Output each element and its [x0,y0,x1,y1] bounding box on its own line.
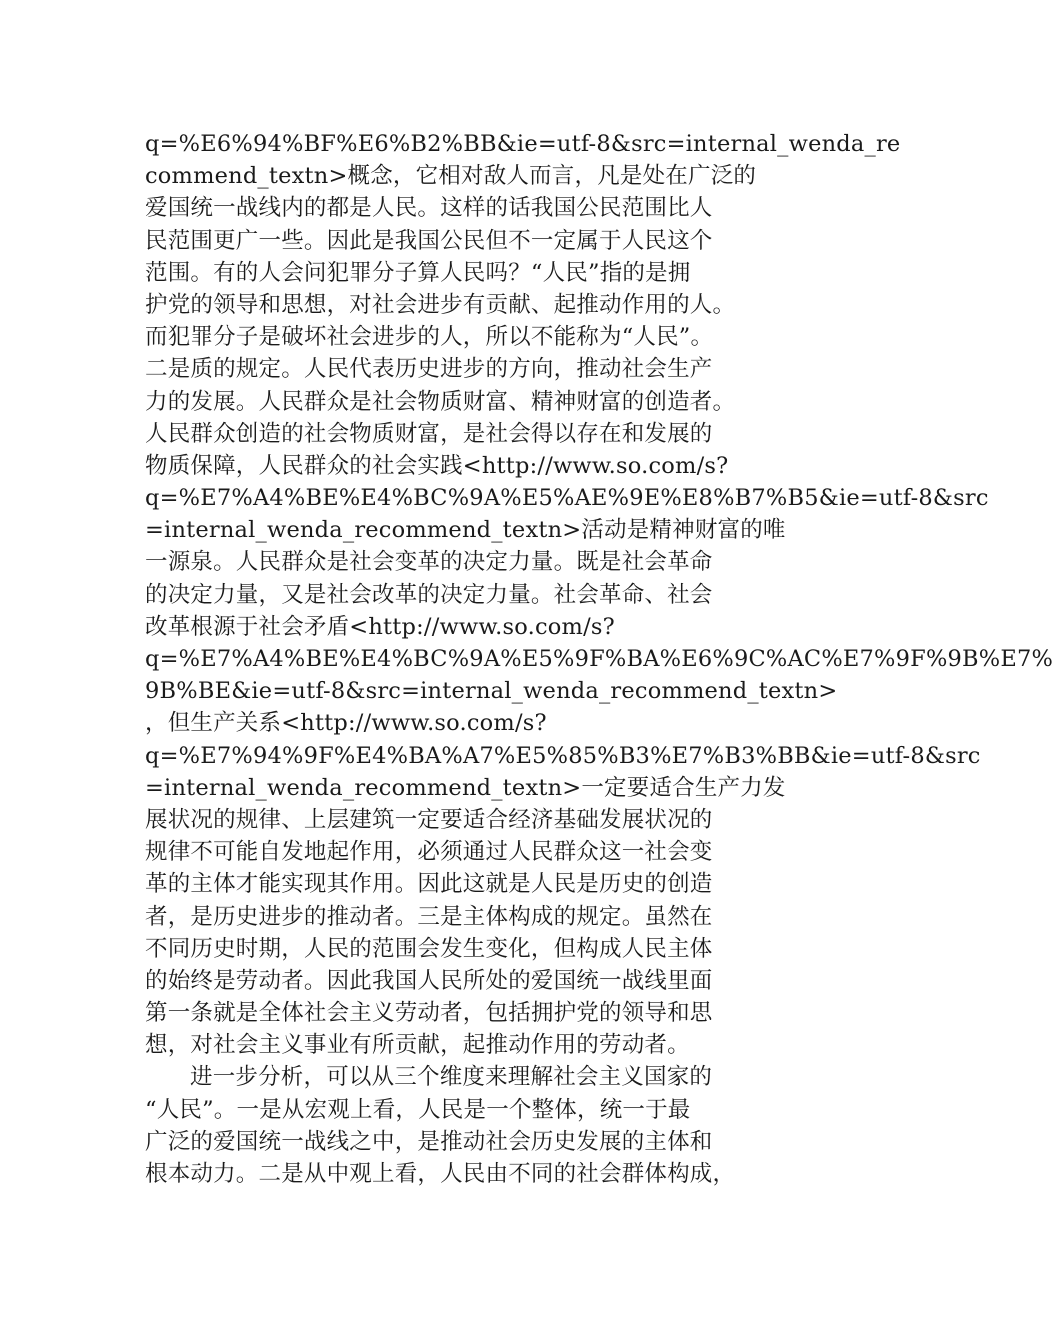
text-line: 想，对社会主义事业有所贡献，起推动作用的劳动者。 [145,1032,690,1059]
text-line: 规律不可能自发地起作用，必须通过人民群众这一社会变 [145,839,713,866]
text-line: =internal_wenda_recommend_textn>一定要适合生产力发 [145,774,786,801]
text-line: commend_textn>概念，它相对敌人而言，凡是处在广泛的 [145,163,757,190]
text-line: 范围。有的人会问犯罪分子算人民吗？“人民”指的是拥 [145,259,691,286]
body-text [145,128,1053,1190]
text-line: 革的主体才能实现其作用。因此这就是人民是历史的创造 [145,871,713,898]
text-line: 民范围更广一些。因此是我国公民但不一定属于人民这个 [145,227,713,254]
text-line: 9B%BE&ie=utf-8&src=internal_wenda_recommend_textn> [145,678,838,705]
text-line: q=%E7%A4%BE%E4%BC%9A%E5%AE%9E%E8%B7%B5&ie=utf-8&src [145,485,989,512]
text-line: 的始终是劳动者。因此我国人民所处的爱国统一战线里面 [145,967,713,994]
text-line: “人民”。一是从宏观上看，人民是一个整体，统一于最 [145,1096,691,1123]
text-line: 物质保障，人民群众的社会实践<http://www.so.com/s? [145,452,729,479]
text-line: q=%E7%A4%BE%E4%BC%9A%E5%9F%BA%E6%9C%AC%E7%9F%9B%E7% [145,646,1053,672]
text-line: ，但生产关系<http://www.so.com/s? [145,710,547,737]
text-line: 一源泉。人民群众是社会变革的决定力量。既是社会革命 [145,549,713,576]
text-line: 人民群众创造的社会物质财富，是社会得以存在和发展的 [145,420,713,447]
text-line: 展状况的规律、上层建筑一定要适合经济基础发展状况的 [145,806,713,833]
text-line: 护党的领导和思想，对社会进步有贡献、起推动作用的人。 [145,291,736,318]
text-line: 改革根源于社会矛盾<http://www.so.com/s? [145,613,615,640]
text-line: 者，是历史进步的推动者。三是主体构成的规定。虽然在 [145,903,713,930]
text-line: q=%E7%94%9F%E4%BA%A7%E5%85%B3%E7%B3%BB&ie=utf-8&src [145,742,981,769]
text-line: 二是质的规定。人民代表历史进步的方向，推动社会生产 [145,356,713,383]
text-line: 的决定力量，又是社会改革的决定力量。社会革命、社会 [145,581,713,608]
text-line: 根本动力。二是从中观上看，人民由不同的社会群体构成， [145,1161,736,1187]
text-line: 而犯罪分子是破坏社会进步的人，所以不能称为“人民”。 [145,324,714,351]
text-line: q=%E6%94%BF%E6%B2%BB&ie=utf-8&src=internal_wenda_re [145,131,901,157]
paragraph-start-line: 进一步分析，可以从三个维度来理解社会主义国家的 [190,1064,713,1091]
text-line: 广泛的爱国统一战线之中，是推动社会历史发展的主体和 [145,1128,713,1155]
text-line: 力的发展。人民群众是社会物质财富、精神财富的创造者。 [145,388,736,415]
text-line: =internal_wenda_recommend_textn>活动是精神财富的唯 [145,517,786,544]
text-line: 第一条就是全体社会主义劳动者，包括拥护党的领导和思 [145,1000,713,1027]
text-line: 不同历史时期，人民的范围会发生变化，但构成人民主体 [145,935,713,962]
text-line: 爱国统一战线内的都是人民。这样的话我国公民范围比人 [145,195,713,222]
